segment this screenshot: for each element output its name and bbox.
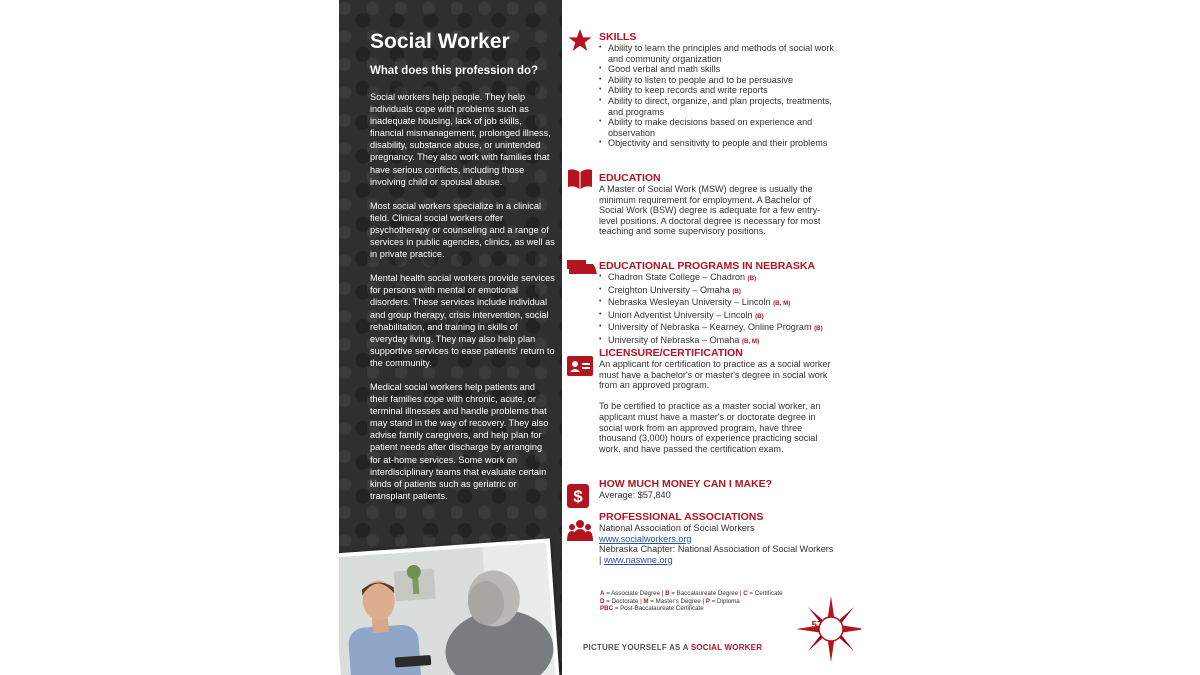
programs-list <box>599 272 835 348</box>
program-name: University of Nebraska – Omaha <box>608 334 740 345</box>
legend-line <box>600 590 820 598</box>
money-heading: HOW MUCH MONEY CAN I MAKE? <box>599 478 773 490</box>
svg-text:$: $ <box>573 487 583 506</box>
list-item: • Good verbal and math skills <box>599 64 835 75</box>
list-item: • Ability to keep records and write reports <box>599 85 835 96</box>
program-name: Chadron State College – Chadron <box>608 272 746 282</box>
chapter-link[interactable]: www.naswne.org <box>603 554 673 565</box>
people-group-icon <box>567 519 593 541</box>
salary-text: Average: $57,840 <box>599 490 671 500</box>
description-paragraph: Mental health social workers provide services for persons with mental or emotional disorders. These services include individual and group therapy, crisis intervention, social rehabilitation, and training in skills of everyday living. They may also help plan supportive services to ease patients' return to the community. <box>370 273 555 368</box>
legend-code: PBC <box>600 605 614 613</box>
degree-legend <box>600 590 820 613</box>
degree-code: (B, M) <box>773 300 791 308</box>
program-name: Creighton University – Omaha <box>608 284 730 295</box>
licensure-text-2: To be certified to practice as a master social worker, an applicant must have a master's or doctorate degree in social work from an approved program, have three thousand (3,000) hours of experience practicing social work, and have passed the certification exam. <box>599 401 821 454</box>
education-text: A Master of Social Work (MSW) degree is usually the minimum requirement for employment. A Bachelor of Social Work (BSW) degree is adequate for a few entry-level positions. A doctoral degree is necessary for most teaching and some supervisory positions. <box>599 184 821 237</box>
page-title: Social Worker <box>370 30 510 53</box>
brochure-page <box>339 0 861 675</box>
legend-code: M <box>643 597 649 605</box>
right-panel <box>565 0 861 675</box>
page-footer <box>583 643 762 652</box>
degree-code: (B) <box>732 287 741 295</box>
legend-text: = Doctorate | <box>604 597 644 605</box>
chapter-name: Nebraska Chapter: National Association of Social Workers | <box>599 544 834 565</box>
description-paragraph: Social workers help people. They help individuals cope with problems such as inadequate housing, lack of job skills, financial mismanagement, prolonged illness, disability, substance abuse, or unintended pregnancy. They also work with families that have serious conflicts, including those involving child or spousal abuse. <box>370 92 551 187</box>
licensure-section <box>599 347 835 454</box>
dollar-icon <box>567 484 589 508</box>
legend-text: = Baccalaureate Degree | <box>669 590 744 597</box>
id-card-icon <box>567 356 593 376</box>
degree-code: (B, M) <box>741 337 760 345</box>
education-section <box>599 172 835 237</box>
association-link[interactable]: www.socialworkers.org <box>599 533 692 544</box>
money-section <box>599 478 835 501</box>
counseling-illustration <box>339 543 555 675</box>
book-icon <box>567 168 593 190</box>
programs-section <box>599 260 835 348</box>
degree-code: (B) <box>747 275 757 282</box>
program-item <box>599 297 835 310</box>
skills-list <box>599 43 835 149</box>
page-number: 57 <box>811 620 823 631</box>
associations-section <box>599 511 835 565</box>
photo-scene <box>339 543 555 675</box>
program-name: University of Nebraska – Kearney, Online Program <box>608 322 812 333</box>
legend-code: D <box>600 597 605 605</box>
legend-code: A <box>600 590 605 597</box>
skills-section <box>599 31 835 149</box>
legend-code: C <box>743 590 748 597</box>
left-panel <box>339 0 562 675</box>
star-icon <box>567 28 593 53</box>
legend-text: = Post-Baccalaureate Certificate <box>613 605 704 613</box>
footer-highlight: SOCIAL WORKER <box>690 643 763 652</box>
profession-description <box>370 91 555 514</box>
profession-subtitle: What does this profession do? <box>370 65 539 77</box>
programs-heading: EDUCATIONAL PROGRAMS IN NEBRASKA <box>599 260 816 272</box>
list-item: • Ability to make decisions based on experience and observation <box>599 117 835 138</box>
program-item <box>599 322 835 335</box>
legend-code: B <box>665 590 670 597</box>
description-paragraph: Most social workers specialize in a clinical field. Clinical social workers offer psychotherapy or counseling and a range of services in public agencies, clinics, as well as in private practice. <box>370 200 555 260</box>
licensure-heading: LICENSURE/CERTIFICATION <box>599 347 743 359</box>
description-paragraph: Medical social workers help patients and their families cope with chronic, acute, or terminal illnesses and handle problems that may stand in the way of recovery. They also advise family caregivers, and help plan for patient needs after discharge by arranging for at-home services. Some work on interdisciplinary teams that evaluate certain kinds of patients such as geriatric or transplant patients. <box>370 381 549 501</box>
program-item <box>599 310 835 323</box>
legend-text: = Certificate <box>747 590 783 597</box>
chapter-line <box>599 544 835 565</box>
degree-code: (B) <box>755 312 764 320</box>
skills-heading: SKILLS <box>599 31 637 43</box>
footer-prefix: PICTURE YOURSELF AS A <box>583 643 691 652</box>
program-name: Nebraska Wesleyan University – Lincoln <box>608 297 771 308</box>
counseling-photo <box>339 538 560 675</box>
association-link-row <box>599 534 835 545</box>
list-item: • Ability to listen to people and to be persuasive <box>599 75 835 86</box>
licensure-text-1: An applicant for certification to practice as a social worker must have a bachelor's or master's degree in social work from an approved program. <box>599 359 831 391</box>
list-item: • Ability to direct, organize, and plan projects, treatments, and programs <box>599 96 835 117</box>
nebraska-map-icon <box>567 260 597 274</box>
legend-text: = Diploma <box>710 597 740 605</box>
degree-code: (B) <box>814 325 823 333</box>
list-item: • Ability to learn the principles and methods of social work and community organization <box>599 43 835 64</box>
association-name: National Association of Social Workers <box>599 523 755 533</box>
program-item <box>599 335 835 348</box>
legend-code: P <box>705 597 710 605</box>
legend-text: = Master's Degree | <box>648 597 706 605</box>
program-name: Union Adventist University – Lincoln <box>608 309 753 320</box>
program-item <box>599 272 835 285</box>
list-item: • Objectivity and sensitivity to people and their problems <box>599 138 835 149</box>
program-item <box>599 285 835 298</box>
legend-text: = Associate Degree | <box>604 590 666 597</box>
education-heading: EDUCATION <box>599 172 661 184</box>
legend-line <box>600 605 820 613</box>
legend-line <box>600 598 820 606</box>
associations-heading: PROFESSIONAL ASSOCIATIONS <box>599 511 764 523</box>
